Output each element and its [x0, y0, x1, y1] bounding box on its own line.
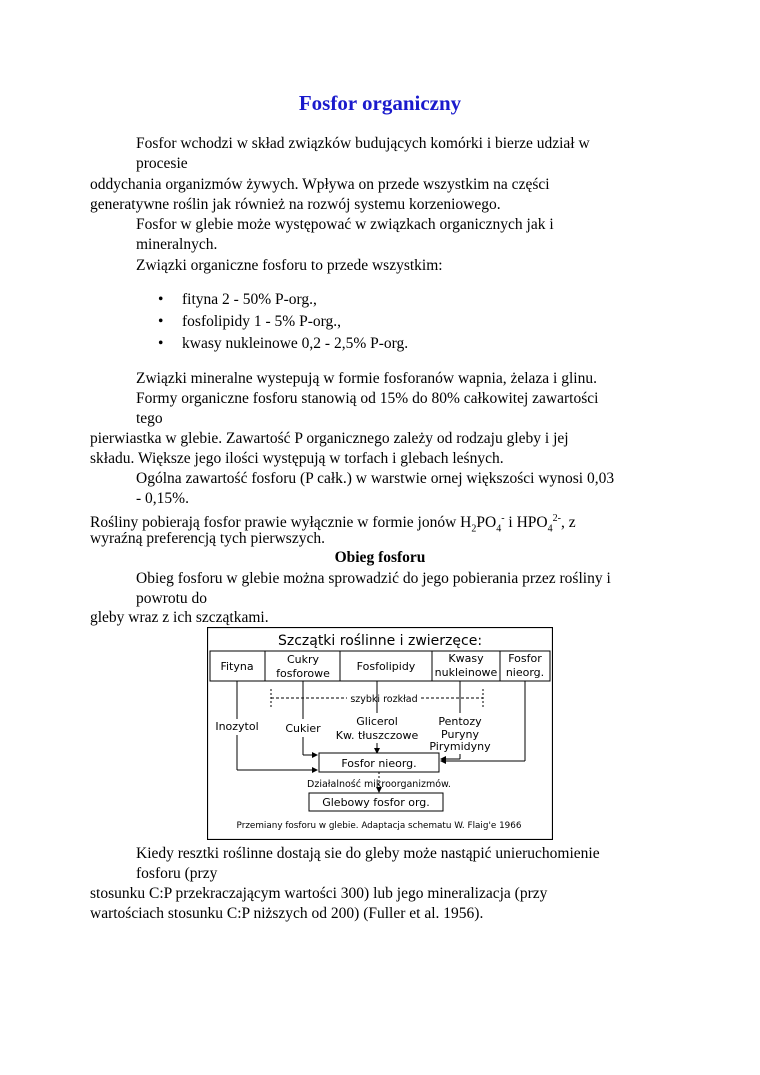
product-pentozy: Pentozy	[438, 715, 482, 728]
col-fityna: Fityna	[220, 660, 254, 673]
fast-decomposition-label: szybki rozkład	[350, 694, 418, 705]
col-fosfor-2: nieorg.	[505, 666, 545, 679]
soil-organic-phosphorus-box: Glebowy fosfor org.	[322, 796, 430, 809]
col-fosfor-1: Fosfor	[508, 652, 542, 665]
diagram-caption: Przemiany fosforu w glebie. Adaptacja schematu W. Flaig'e 1966	[236, 821, 522, 831]
list-item: • fityna 2 - 50% P-org.,	[158, 290, 408, 312]
body-line-8: Rośliny pobierają fosfor prawie wyłącznie w formie jonów $H_2PO_4^-$ i $HPO_4^{2-}$, z	[90, 513, 576, 535]
intro-line-6: mineralnych.	[136, 236, 218, 253]
page-title: Fosfor organiczny	[298, 91, 462, 115]
body-line-4: pierwiastka w glebie. Zawartość P organicznego zależy od rodzaju gleby i jej	[90, 430, 569, 447]
intro-line-1: Fosfor wchodzi w skład związków budujących komórki i bierze udział w	[136, 135, 590, 152]
phosphorus-cycle-diagram	[207, 627, 553, 840]
col-kwasy-1: Kwasy	[448, 652, 484, 665]
product-cukier: Cukier	[285, 722, 321, 735]
inorganic-phosphorus-box: Fosfor nieorg.	[341, 757, 417, 770]
bullet-list	[158, 290, 408, 356]
body-line-3: tego	[136, 410, 163, 427]
section-line-2: powrotu do	[136, 590, 208, 607]
product-glicerol: Glicerol	[356, 715, 398, 728]
product-kwasy-tluszczowe: Kw. tłuszczowe	[335, 729, 419, 742]
diagram-header: Szczątki roślinne i zwierzęce:	[277, 633, 483, 649]
body-line-9: wyraźną preferencją tych pierwszych.	[90, 530, 325, 547]
body-line-2: Formy organiczne fosforu stanowią od 15% do 80% całkowitej zawartości	[136, 390, 599, 407]
microorganism-activity-label: Działalność mikroorganizmów.	[307, 779, 451, 790]
list-item: • fosfolipidy 1 - 5% P-org.,	[158, 312, 408, 334]
body-line-7: - 0,15%.	[136, 490, 189, 507]
final-line-1: Kiedy resztki roślinne dostają sie do gleby może nastąpić unieruchomienie	[136, 845, 600, 862]
col-kwasy-2: nukleinowe	[434, 666, 498, 679]
intro-line-2: procesie	[136, 155, 188, 172]
section-heading: Obieg fosforu	[334, 549, 426, 566]
col-cukry-1: Cukry	[286, 653, 320, 666]
intro-line-7: Związki organiczne fosforu to przede wszystkim:	[136, 257, 443, 274]
product-inozytol: Inozytol	[215, 720, 259, 733]
body-line-5: składu. Większe jego ilości występują w torfach i glebach leśnych.	[90, 450, 504, 467]
section-line-1: Obieg fosforu w glebie można sprowadzić do jego pobierania przez rośliny i	[136, 570, 611, 587]
list-item: • kwasy nukleinowe 0,2 - 2,5% P-org.	[158, 334, 408, 356]
intro-line-3: oddychania organizmów żywych. Wpływa on przede wszystkim na części	[90, 176, 550, 193]
product-puryny: Puryny	[441, 728, 479, 741]
section-line-3: gleby wraz z ich szczątkami.	[90, 609, 269, 626]
intro-line-4: generatywne roślin jak również na rozwój systemu korzeniowego.	[90, 196, 501, 213]
intro-line-5: Fosfor w glebie może występować w związkach organicznych jak i	[136, 216, 554, 233]
col-fosfolipidy: Fosfolipidy	[356, 660, 416, 673]
final-line-2: fosforu (przy	[136, 865, 218, 882]
body-line-1: Związki mineralne wystepują w formie fosforanów wapnia, żelaza i glinu.	[136, 370, 597, 387]
body-line-6: Ogólna zawartość fosforu (P całk.) w warstwie ornej większości wynosi 0,03	[136, 470, 615, 487]
product-pirymidyny: Pirymidyny	[429, 740, 491, 753]
col-cukry-2: fosforowe	[276, 667, 330, 680]
final-line-3: stosunku C:P przekraczającym wartości 300) lub jego mineralizacja (przy	[90, 885, 548, 902]
final-line-4: wartościach stosunku C:P niższych od 200) (Fuller et al. 1956).	[90, 905, 484, 922]
